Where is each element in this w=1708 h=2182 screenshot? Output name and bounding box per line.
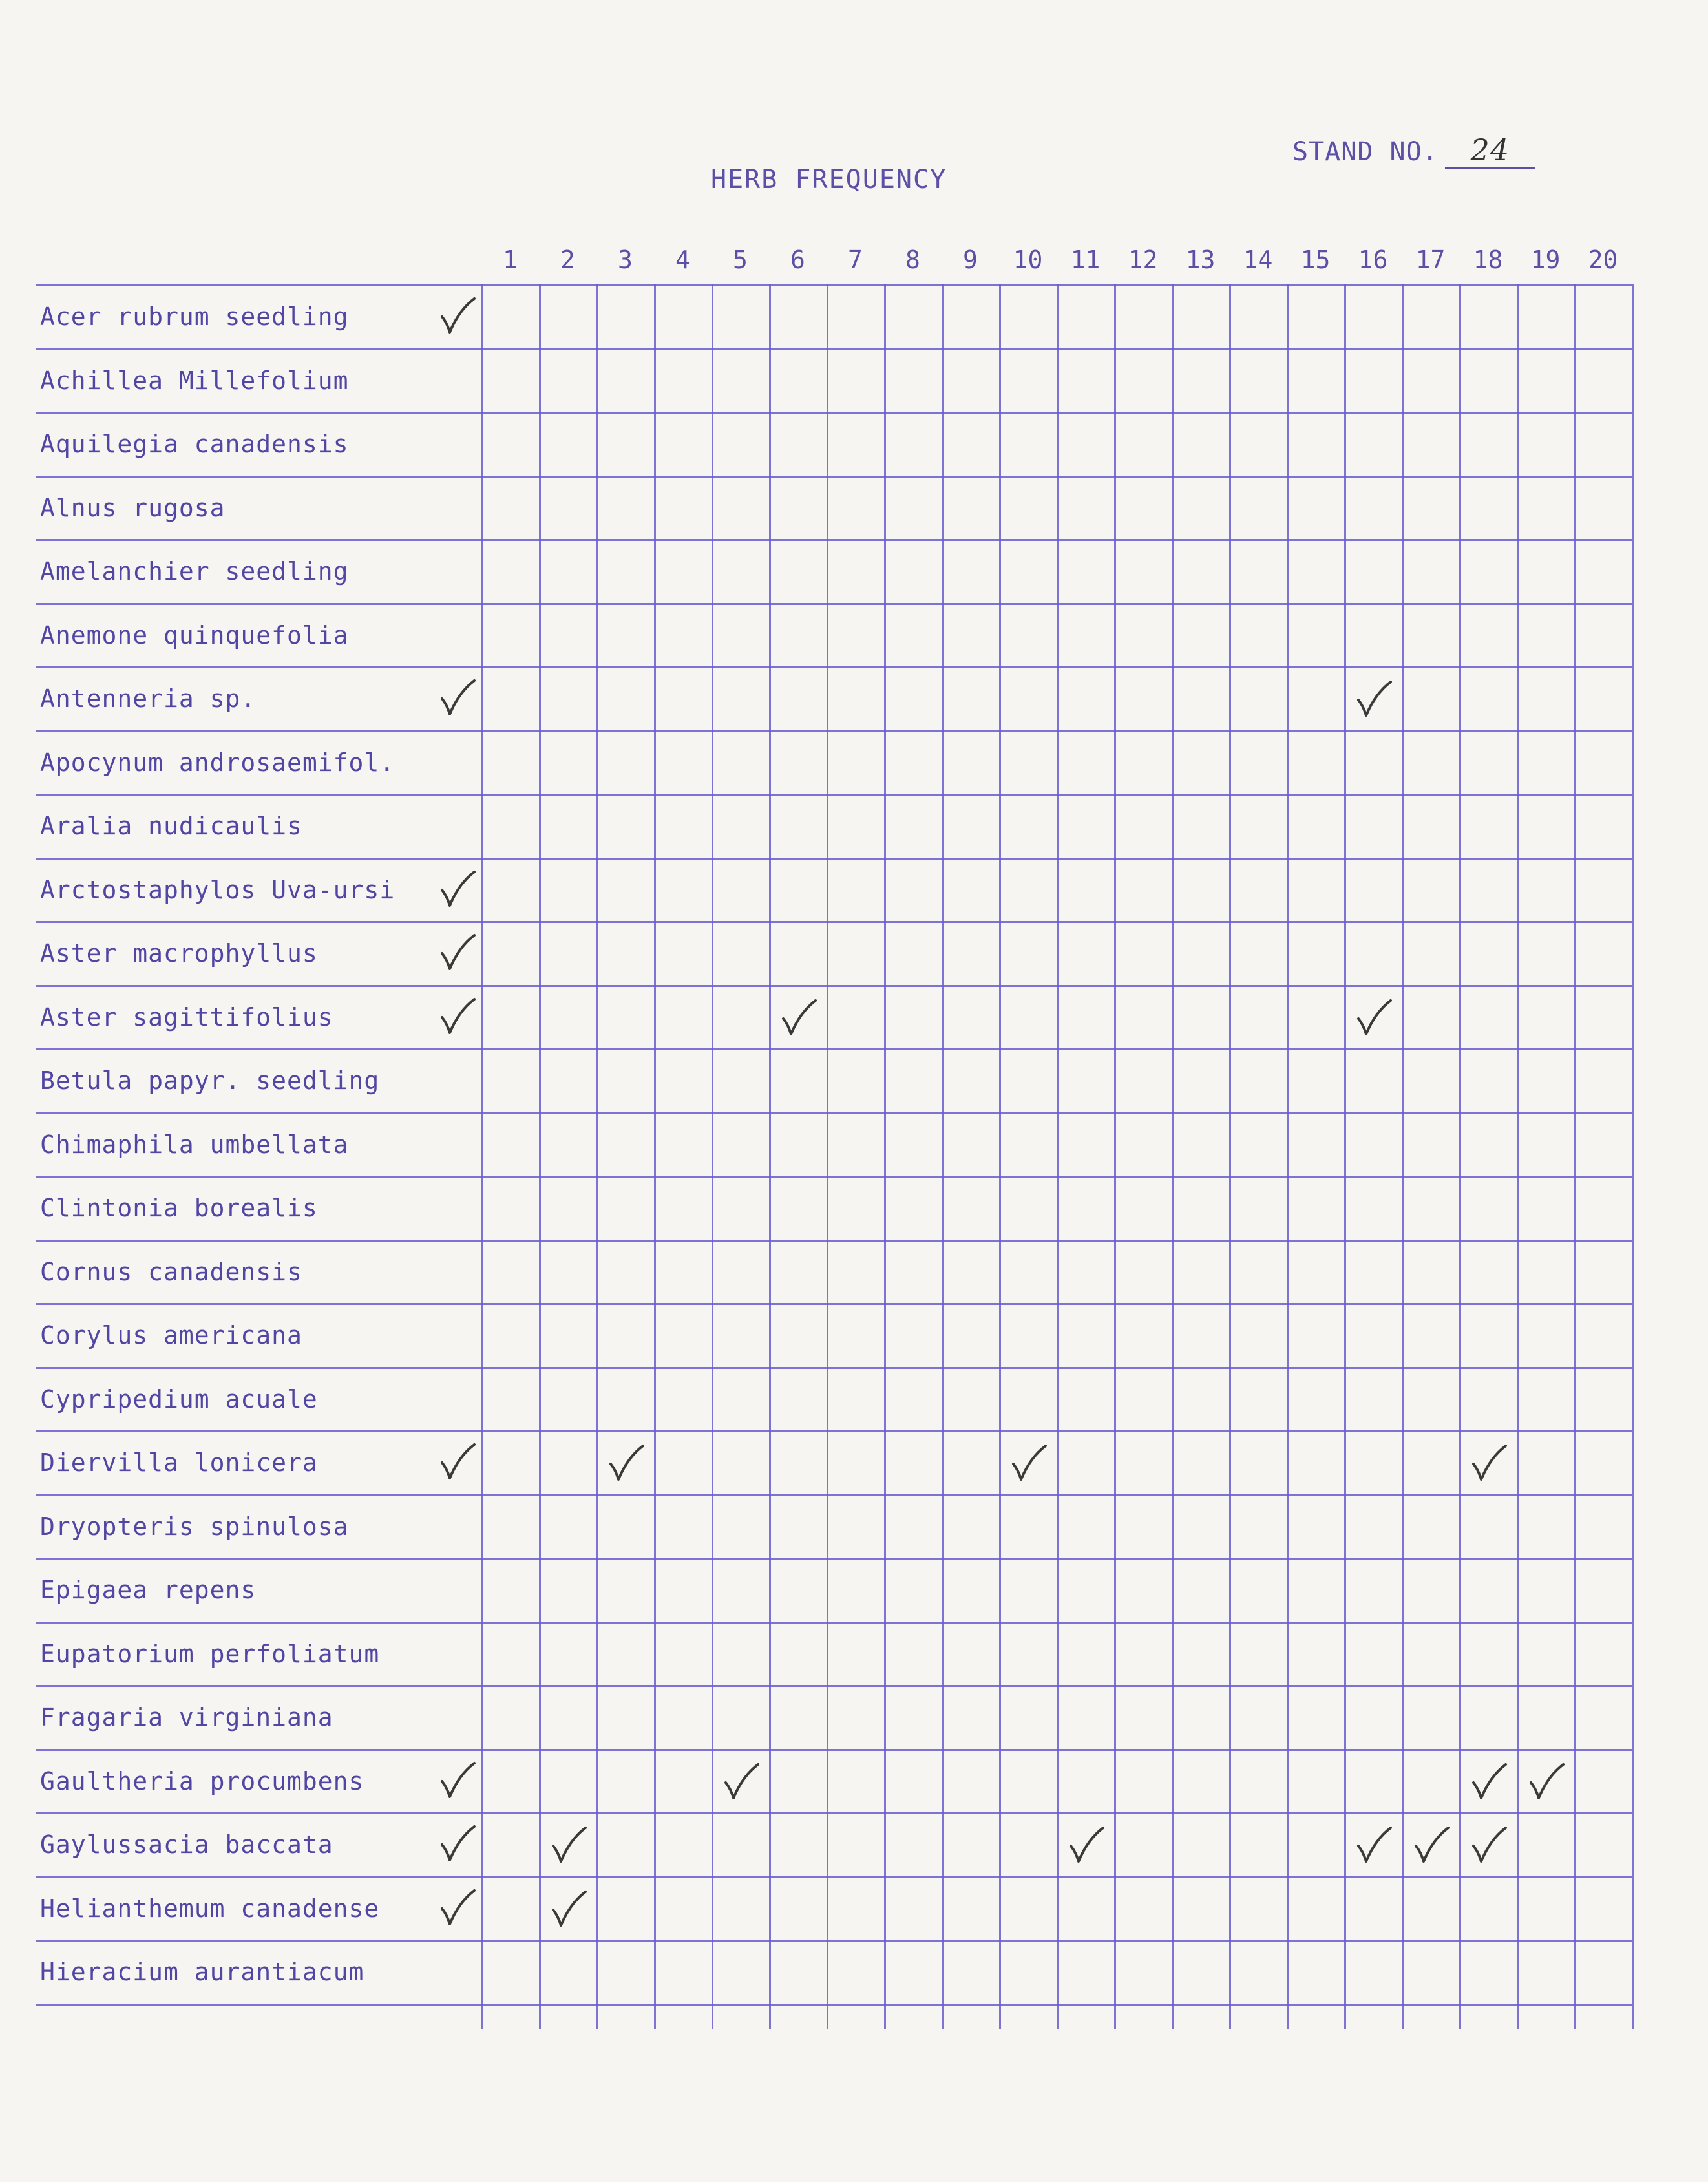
grid-row-line [36,1558,1632,1560]
species-name: Gaultheria procumbens [40,1766,364,1795]
species-name: Antenneria sp. [40,684,257,713]
grid-row-line [36,412,1632,414]
grid-row-line [36,1940,1632,1942]
grid-column-line [1229,284,1231,2029]
grid-column-line [942,284,944,2029]
grid-column-line [1344,284,1346,2029]
column-header-5: 5 [733,246,748,274]
species-name: Hieracium aurantiacum [40,1958,364,1986]
cell-checkmark-col-19 [1528,1763,1565,1801]
grid-row-line [36,1048,1632,1050]
species-name: Alnus rugosa [40,493,226,522]
cell-checkmark-col-16 [1356,681,1392,718]
species-name: Clintonia borealis [40,1194,318,1222]
species-name: Apocynum androsaemifol. [40,748,395,777]
column-header-11: 11 [1070,246,1101,274]
species-checkmark [439,1762,476,1799]
species-name: Corylus americana [40,1321,302,1350]
grid-column-line [539,284,541,2029]
column-header-14: 14 [1243,246,1273,274]
grid-row-line [36,794,1632,796]
column-header-13: 13 [1185,246,1216,274]
species-name: Epigaea repens [40,1576,257,1604]
grid-row-line [36,1430,1632,1432]
cell-checkmark-col-18 [1471,1763,1507,1801]
column-header-3: 3 [618,246,633,274]
stand-number [1292,132,1535,169]
grid-row-line [36,539,1632,541]
species-name: Dryopteris spinulosa [40,1512,349,1541]
grid-row-line [36,1812,1632,1814]
species-checkmark [439,1889,476,1927]
species-name: Acer rubrum seedling [40,302,349,331]
column-header-6: 6 [790,246,805,274]
grid-row-line [36,284,1632,286]
sheet-title: HERB FREQUENCY [711,165,947,195]
grid-row-line [36,1112,1632,1114]
cell-checkmark-col-11 [1068,1827,1104,1864]
species-name: Aralia nudicaulis [40,812,302,840]
species-name: Fragaria virginiana [40,1703,333,1732]
column-header-12: 12 [1128,246,1158,274]
cell-checkmark-col-16 [1356,1827,1392,1864]
species-name: Aquilegia canadensis [40,430,349,458]
species-name: Gaylussacia baccata [40,1830,333,1859]
grid-column-line [1517,284,1519,2029]
column-header-10: 10 [1013,246,1043,274]
grid-column-line [1632,284,1634,2029]
grid-column-line [827,284,828,2029]
column-header-1: 1 [503,246,518,274]
cell-checkmark-col-5 [723,1763,759,1801]
species-name: Chimaphila umbellata [40,1130,349,1159]
column-header-15: 15 [1300,246,1331,274]
cell-checkmark-col-2 [551,1827,587,1864]
grid-column-line [1114,284,1116,2029]
column-header-18: 18 [1473,246,1503,274]
grid-column-line [1287,284,1289,2029]
species-name: Amelanchier seedling [40,557,349,586]
stand-label: STAND NO. [1292,137,1439,167]
grid-row-line [36,1176,1632,1178]
cell-checkmark-col-18 [1471,1445,1507,1482]
column-header-9: 9 [963,246,978,274]
column-header-16: 16 [1358,246,1388,274]
grid-row-line [36,666,1632,668]
column-header-8: 8 [905,246,920,274]
species-checkmark [439,998,476,1035]
grid-row-line [36,1749,1632,1751]
grid-row-line [36,985,1632,987]
cell-checkmark-col-18 [1471,1827,1507,1864]
species-checkmark [439,297,476,335]
grid-column-line [999,284,1001,2029]
cell-checkmark-col-2 [551,1891,587,1928]
grid-row-line [36,603,1632,605]
grid-column-line [654,284,656,2029]
species-name: Cornus canadensis [40,1257,302,1286]
cell-checkmark-col-6 [781,999,817,1037]
grid-column-line [884,284,886,2029]
species-checkmark [439,679,476,717]
species-name: Arctostaphylos Uva-ursi [40,875,395,904]
column-header-7: 7 [848,246,863,274]
cell-checkmark-col-3 [608,1445,644,1482]
species-checkmark [439,871,476,908]
grid-column-line [712,284,713,2029]
grid-row-line [36,1622,1632,1624]
species-name: Anemone quinquefolia [40,620,349,650]
species-name: Eupatorium perfoliatum [40,1639,380,1668]
column-header-19: 19 [1530,246,1561,274]
species-name: Diervilla lonicera [40,1448,318,1477]
species-checkmark [439,934,476,971]
grid-row-line [36,348,1632,350]
species-name: Helianthemum canadense [40,1894,380,1923]
grid-row-line [36,1303,1632,1305]
grid-row-line [36,2004,1632,2006]
grid-row-line [36,1685,1632,1687]
grid-row-line [36,1367,1632,1369]
grid-row-line [36,921,1632,923]
cell-checkmark-col-16 [1356,999,1392,1037]
grid-row-line [36,1876,1632,1878]
cell-checkmark-col-17 [1413,1827,1450,1864]
species-checkmark [439,1825,476,1863]
grid-column-line [769,284,771,2029]
species-checkmark [439,1443,476,1481]
grid-row-line [36,730,1632,732]
grid-row-line [36,476,1632,478]
species-name: Betula papyr. seedling [40,1066,380,1095]
column-header-2: 2 [560,246,575,274]
grid-column-line [1459,284,1461,2029]
grid-column-line [1172,284,1174,2029]
species-name: Aster macrophyllus [40,939,318,968]
species-name: Achillea Millefolium [40,366,349,395]
column-header-4: 4 [675,246,690,274]
species-name: Cypripedium acuale [40,1384,318,1414]
grid-row-line [36,1240,1632,1242]
grid-column-line [1402,284,1404,2029]
stand-value[interactable]: 24 [1445,132,1535,169]
species-name: Aster sagittifolius [40,1002,333,1032]
column-header-20: 20 [1588,246,1618,274]
grid-column-line [1574,284,1576,2029]
grid-row-line [36,1494,1632,1496]
grid-row-line [36,858,1632,860]
grid-column-line [596,284,598,2029]
grid-column-line [1057,284,1059,2029]
column-header-17: 17 [1415,246,1446,274]
cell-checkmark-col-10 [1011,1445,1047,1482]
